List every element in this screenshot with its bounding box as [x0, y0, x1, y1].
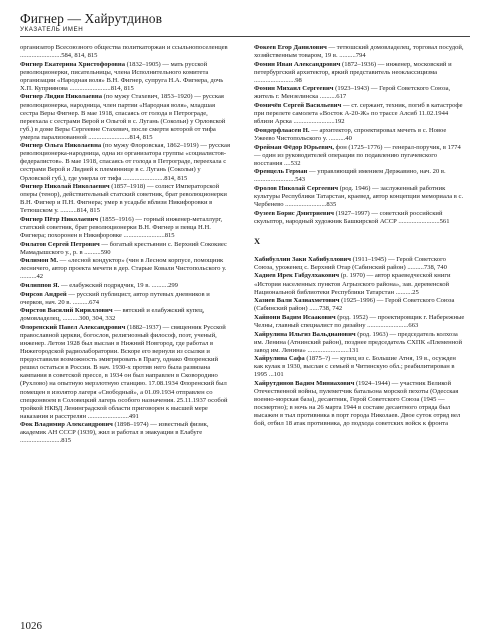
entry-name: Хайвони Вадим Исаакович [254, 313, 336, 321]
index-entry [254, 85, 466, 101]
index-entry [20, 93, 232, 141]
entry-description: (1832–1905) — мать русской революционерки, писательницы, члена Исполнительного комитета организации «Народная воля» В.Н. Фигнер, супруга Н.А. Фигнера, дочь Х.П. Куприянова .........................814, 815 [20, 60, 224, 92]
index-entry [20, 307, 232, 323]
index-entry [20, 183, 232, 215]
index-entry [254, 185, 466, 209]
index-entry [254, 380, 466, 428]
entry-description: (1923–1943) — Герой Советского Союза, житель г. Мензелинска ..........617 [254, 85, 451, 101]
entry-description: — елабужский подрядчик, 19 в. ..........299 [59, 282, 178, 290]
index-entry [20, 142, 232, 182]
index-entry [254, 272, 466, 296]
index-entry [20, 241, 232, 257]
right-column [254, 44, 466, 429]
entry-name: Фомичёв Сергей Васильевич [254, 102, 342, 110]
index-entry [254, 331, 466, 355]
index-entry [20, 257, 232, 281]
index-entry [254, 355, 466, 379]
entry-description: (1927–1997) — советский российский скульптор, народный художник Башкирской АССР .........................561 [254, 209, 450, 225]
index-entry [20, 282, 232, 290]
index-entry [254, 256, 466, 272]
running-head [20, 12, 470, 37]
entry-name: Хадиев Ирек Габдулхакович [254, 272, 340, 280]
entry-description: (1855–1916) — горный инженер-металлург, статский советник, брат революционерки В.Н. Фигнер и певца Н.Н. Фигнера; похоронен в Никифоровке .........................815 [20, 215, 223, 240]
index-entry [20, 61, 232, 93]
entry-name: Хайрулина Сафа [254, 355, 305, 363]
entry-name: Фирсов Андрей [20, 290, 67, 298]
index-entry [20, 216, 232, 240]
entry-description: (по мужу Флоровская, 1862–1919) — русская революционерка-народница, одна из организатора группы «социалистов-федералистов». В мае 1918, спасаясь от голода в Петрограде, переехала с сестрами Верой и Лидией к племяннице в с. Лугань (Сокольи) у Орловской губ.), где умерла от тифа .........................814, 815 [20, 142, 230, 182]
entry-description: (1875–?) — купец из с. Большие Атня, 19 в., осужден как кулак в 1930, выслан с семьей в Читинскую обл.; реабилитирован в 1995 ...101 [254, 355, 456, 379]
section-letter: Х [254, 235, 261, 246]
entry-name: Фигнер Екатерина Христофоровна [20, 60, 126, 68]
entry-description: (по мужу Стахевич, 1853–1920) — русская революционерка, народница, член партии «Народная воля», младшая сестра Веры Фигнер. В мае 1918, спасаясь от голода в Петрограде, переехала с сестрами Верой и Ольгой в с. Лугань (Сокольи) у Орловской губ.) в доме Веры Сергеевне Стахевич, после смерти которой от тифа умерла парализованной .........................814, 815 [20, 93, 226, 141]
entry-name: Филиппов Я. [20, 282, 60, 290]
entry-description: (род. 1946) — заслуженный работник культуры Республики Татарстан, краевед, автор концепции мемориала в с. Чербенево .........................835 [254, 184, 464, 209]
entry-description: (1882–1937) — священник Русской православной церкви, богослов, религиозный философ, поэт, ученый, инженер. Летом 1928 был выслан в Нижний Новгород, где работал в Нижегородской радиолаборатории. Вскоре его вернули из ссылки и предоставили возможность эмигрировать в Прагу, однако Флоренский решил остаться в России. В нач. 1930-х против него была развязана кампания в советской прессе, в 1934 он был направлен в Сковородино (Рухлово) на опытную мерзлотную станцию. 17.08.1934 Флоренский был помещен в изолятор лагеря «Свободный», а 01.09.1934 отправлен со спецконвоем в Соловецкий лагерь особого назначения. 25.11.1937 особой тройкой НКВД Ленинградской области приговорен к высшей мере наказания и расстрелян .........................491 [20, 324, 228, 420]
entry-description: (1898–1974) — известный физик, академик АН СССР (1939), жил и работал в эвакуации в Елабуге .........................815 [20, 421, 209, 445]
entry-name: Хазиев Вали Хазиахметович [254, 297, 340, 305]
entry-name: Фирстов Василий Кириллович [20, 307, 113, 315]
entry-name: Фок Владимир Александрович [20, 421, 113, 429]
index-entry [20, 421, 232, 445]
entry-description: (1924–1944) — участник Великой Отечественной войны, пулеметчик батальона морской пехоты (Одесская военно-морская база), десантник, Герой Советского Союза (1945 — посмертно); в ночь на 26 марта 1944 в составе десантного отряда был высажен в тыл противника в порт города Николаев. Двое суток отряд вел бой, отбил 18 атак противника, до подхода советских войск к фронта [254, 380, 461, 428]
right-entries-kh [254, 256, 466, 429]
entry-description: — вятский и елабужский купец, домовладелец, ..........300, 304, 332 [20, 307, 205, 323]
entry-description: (род. 1963) — председатель колхоза им. Ленина (Атнинский район), позднее председатель СХПК «Племенной завод им. Ленина» .........................131 [254, 330, 462, 354]
left-column [20, 44, 232, 446]
index-entry [20, 44, 232, 60]
index-entry [254, 168, 466, 184]
index-entry [254, 127, 466, 143]
index-entry [254, 102, 466, 126]
entry-name: Фролов Николай Сергеевич [254, 184, 339, 192]
entry-name: Филатов Сергей Петрович [20, 240, 100, 248]
entry-description: (1925–1996) — Герой Советского Союза (Сабинский район) ......738, 742 [254, 297, 455, 313]
entry-name: Флоренский Павел Александрович [20, 324, 126, 332]
entry-name: Френцель Герман [254, 168, 308, 176]
entry-name: Фигнер Ольга Николаевна [20, 142, 102, 150]
entry-description: (р. 1970) — автор краеведческой книги «История населенных пунктов Агрызского района», зав. деревенской Национальной библиотеки Республики Татарстан ..........25 [254, 272, 451, 296]
entry-name: Фигнер Пётр Николаевич [20, 215, 99, 223]
entry-description: — тетюшский домовладелец, торговал посудой, хозяйственным товаром, 19 в. ..........794 [254, 44, 464, 60]
entry-description: — «лесной кондуктор» (чин в Лесном корпусе, помощник лесничего, автор проекта мечети в дер. Старые Ковали Чистопольского у. ..........42 [20, 257, 227, 281]
entry-name: Фигнер Лидия Николаевна [20, 93, 102, 101]
index-entry [254, 314, 466, 330]
entry-description: организатор Всесоюзного общества политкаторжан и ссыльнопоселенцев .........................584, 814, 815 [20, 44, 228, 60]
entry-name: Хайрутдинов Вадим Миниахович [254, 380, 355, 388]
entry-name: Хабибуллин Заки Хабибуллович [254, 255, 351, 263]
entry-description: (род. 1952) — проектировщик г. Набережные Челны, главный специалист по дизайну .........................663 [254, 313, 465, 329]
entry-name: Фондерфлаасен Н. [254, 126, 310, 134]
entry-name: Фокеев Егор Данилович [254, 44, 327, 51]
entry-name: Фомин Михаил Сергеевич [254, 85, 334, 93]
index-entry [254, 210, 466, 226]
entry-description: (1857–1918) — солист Императорской оперы (тенор), действительный статский советник, брат революционерки В.Н. Фигнер и П.Н. Фигнера; умер в усадьбе вблизи Никифоровки в Тетюшском у. ..........814, 815 [20, 183, 227, 215]
running-head-title: Фигнер — Хайрутдинов [20, 11, 163, 26]
entry-description: — управляющий имением Державино, нач. 20 в. .........................543 [254, 168, 446, 184]
index-entry [254, 61, 466, 85]
page-number: 1026 [20, 620, 42, 632]
entry-name: Фузеев Борис Дмитриевич [254, 209, 334, 217]
entry-description: — русский публицист, автор путевых дневников и очерков, нач. 20 в. ..........674 [20, 290, 210, 306]
entry-description: (1911–1945) — Герой Советского Союза, уроженец с. Верхний Отар (Сабинский район) ..........738, 740 [254, 255, 447, 271]
entry-name: Хайрулина Ильгиз Вальдианович [254, 330, 356, 338]
index-entry [20, 291, 232, 307]
entry-name: Фрейман Фёдор Юрьевич, [254, 143, 335, 151]
entry-name: Фигнер Николай Николаевич [20, 183, 110, 191]
entry-name: Филимон М. [20, 257, 58, 265]
entry-description: — архитектор, спроектировал мечеть в с. Новое Ужеево Чистопольского у. ..........40 [254, 126, 447, 142]
header-rule [20, 36, 470, 37]
entry-description: — ст. сержант, техник, погиб в катастрофе при перелете самолета «Восток А-20-Ж» по трассе Алсиб 11.02.1944 вблизи Арска .........................192 [254, 102, 463, 126]
index-entry [20, 324, 232, 421]
entry-description: (1872–1936) — инженер, московский и петербургский архитектор, яркий представитель неоклассицизма .........................98 [254, 60, 452, 84]
running-head-subtitle: УКАЗАТЕЛЬ ИМЕН [20, 26, 84, 33]
right-entries-f [254, 44, 466, 226]
entry-description: фон (1725–1776) — генерал-поручик, в 1774 — один из руководителей операции по подавлению пугачевского восстания ....532 [254, 143, 461, 167]
entry-description: — богатый крестьянин с. Верхний Сококиес Мамадышского у., р. в ..........590 [20, 240, 227, 256]
index-entry [254, 144, 466, 168]
index-entry [254, 297, 466, 313]
entry-name: Фомин Иван Александрович [254, 60, 341, 68]
index-entry [254, 44, 466, 60]
